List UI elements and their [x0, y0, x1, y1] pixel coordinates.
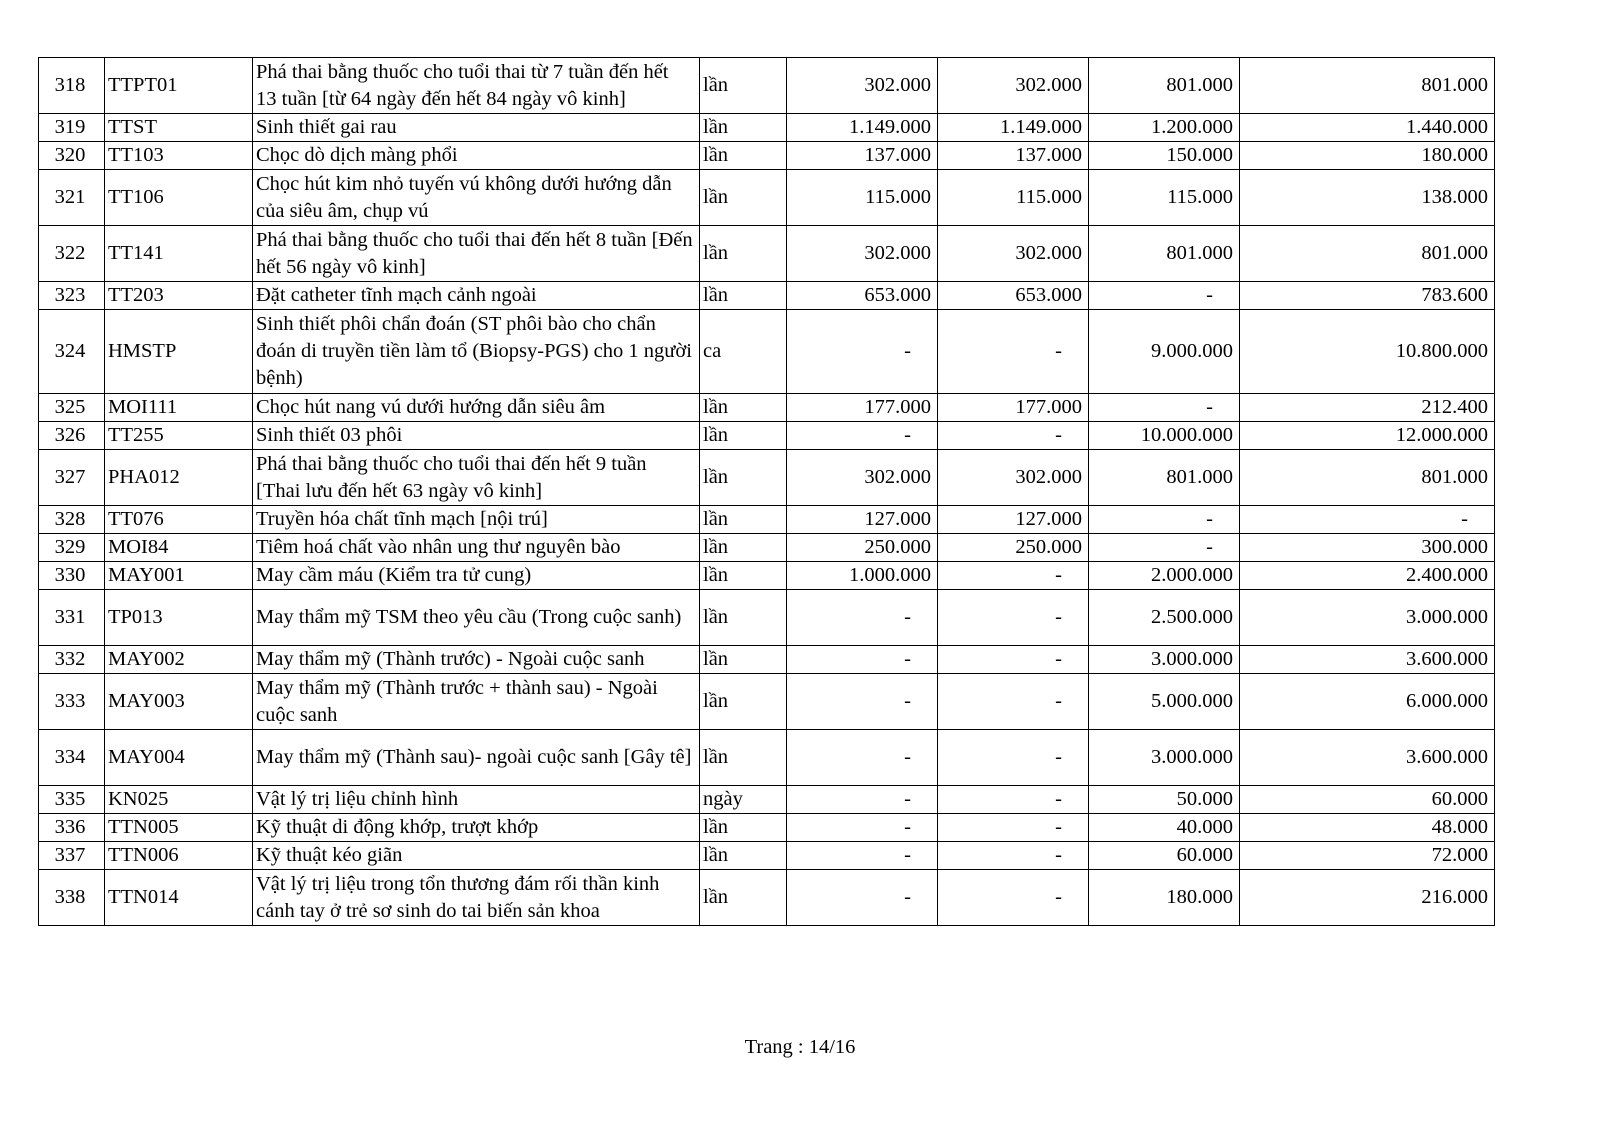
- price-2: 115.000: [938, 170, 1089, 226]
- unit: lần: [700, 814, 787, 842]
- service-code: KN025: [105, 786, 253, 814]
- price-2: -: [938, 646, 1089, 674]
- service-name: Chọc dò dịch màng phổi: [253, 142, 700, 170]
- row-number: 332: [39, 646, 105, 674]
- table-row: [39, 674, 1495, 730]
- unit: lần: [700, 506, 787, 534]
- row-number: 323: [39, 282, 105, 310]
- service-name: May thẩm mỹ (Thành trước + thành sau) - Ngoài cuộc sanh: [253, 674, 700, 730]
- unit: lần: [700, 870, 787, 926]
- price-3: 180.000: [1089, 870, 1240, 926]
- price-4: 3.000.000: [1240, 590, 1495, 646]
- row-number: 331: [39, 590, 105, 646]
- row-number: 322: [39, 226, 105, 282]
- price-3: -: [1089, 534, 1240, 562]
- price-2: 302.000: [938, 58, 1089, 114]
- row-number: 320: [39, 142, 105, 170]
- price-1: -: [787, 870, 938, 926]
- unit: lần: [700, 142, 787, 170]
- service-name: Chọc hút kim nhỏ tuyến vú không dưới hướng dẫn của siêu âm, chụp vú: [253, 170, 700, 226]
- row-number: 333: [39, 674, 105, 730]
- table-row: [39, 730, 1495, 786]
- table-body: [39, 58, 1495, 926]
- service-code: HMSTP: [105, 310, 253, 394]
- price-1: 653.000: [787, 282, 938, 310]
- service-name: May cầm máu (Kiểm tra tử cung): [253, 562, 700, 590]
- unit: lần: [700, 170, 787, 226]
- service-name: Kỹ thuật di động khớp, trượt khớp: [253, 814, 700, 842]
- service-code: TTN014: [105, 870, 253, 926]
- price-4: 6.000.000: [1240, 674, 1495, 730]
- row-number: 329: [39, 534, 105, 562]
- unit: lần: [700, 282, 787, 310]
- row-number: 321: [39, 170, 105, 226]
- price-4: 300.000: [1240, 534, 1495, 562]
- service-code: TT106: [105, 170, 253, 226]
- price-4: 801.000: [1240, 58, 1495, 114]
- price-2: -: [938, 842, 1089, 870]
- price-2: 250.000: [938, 534, 1089, 562]
- service-code: MOI111: [105, 394, 253, 422]
- price-3: 9.000.000: [1089, 310, 1240, 394]
- price-1: 177.000: [787, 394, 938, 422]
- price-3: -: [1089, 282, 1240, 310]
- price-3: 2.000.000: [1089, 562, 1240, 590]
- price-1: -: [787, 674, 938, 730]
- page-number: Trang : 14/16: [744, 1036, 856, 1058]
- price-2: -: [938, 814, 1089, 842]
- price-1: 302.000: [787, 450, 938, 506]
- price-4: 138.000: [1240, 170, 1495, 226]
- price-1: -: [787, 310, 938, 394]
- price-4: 12.000.000: [1240, 422, 1495, 450]
- price-3: 60.000: [1089, 842, 1240, 870]
- table-row: [39, 506, 1495, 534]
- price-2: -: [938, 310, 1089, 394]
- price-4: 3.600.000: [1240, 730, 1495, 786]
- price-3: 801.000: [1089, 226, 1240, 282]
- price-2: -: [938, 422, 1089, 450]
- price-2: -: [938, 786, 1089, 814]
- service-code: MOI84: [105, 534, 253, 562]
- price-1: 1.149.000: [787, 114, 938, 142]
- service-code: MAY001: [105, 562, 253, 590]
- service-code: TT203: [105, 282, 253, 310]
- row-number: 336: [39, 814, 105, 842]
- price-1: -: [787, 814, 938, 842]
- price-1: 1.000.000: [787, 562, 938, 590]
- price-4: 216.000: [1240, 870, 1495, 926]
- unit: lần: [700, 114, 787, 142]
- table-row: [39, 422, 1495, 450]
- price-3: -: [1089, 506, 1240, 534]
- price-3: -: [1089, 394, 1240, 422]
- table-row: [39, 786, 1495, 814]
- table-row: [39, 170, 1495, 226]
- price-1: 302.000: [787, 226, 938, 282]
- table-row: [39, 394, 1495, 422]
- service-name: Sinh thiết phôi chẩn đoán (ST phôi bào cho chẩn đoán di truyền tiền làm tổ (Biopsy-PGS) cho 1 người bệnh): [253, 310, 700, 394]
- row-number: 327: [39, 450, 105, 506]
- row-number: 337: [39, 842, 105, 870]
- table-row: [39, 450, 1495, 506]
- price-3: 801.000: [1089, 450, 1240, 506]
- table-row: [39, 310, 1495, 394]
- service-name: Phá thai bằng thuốc cho tuổi thai đến hết 9 tuần [Thai lưu đến hết 63 ngày vô kinh]: [253, 450, 700, 506]
- price-2: -: [938, 674, 1089, 730]
- price-3: 3.000.000: [1089, 730, 1240, 786]
- unit: lần: [700, 730, 787, 786]
- price-4: 180.000: [1240, 142, 1495, 170]
- price-4: 72.000: [1240, 842, 1495, 870]
- service-name: Chọc hút nang vú dưới hướng dẫn siêu âm: [253, 394, 700, 422]
- table-row: [39, 534, 1495, 562]
- price-2: 302.000: [938, 450, 1089, 506]
- price-4: 60.000: [1240, 786, 1495, 814]
- unit: lần: [700, 534, 787, 562]
- service-code: MAY004: [105, 730, 253, 786]
- price-3: 150.000: [1089, 142, 1240, 170]
- price-1: -: [787, 842, 938, 870]
- price-2: -: [938, 870, 1089, 926]
- price-4: 48.000: [1240, 814, 1495, 842]
- unit: lần: [700, 646, 787, 674]
- price-3: 40.000: [1089, 814, 1240, 842]
- price-2: 653.000: [938, 282, 1089, 310]
- table-row: [39, 562, 1495, 590]
- service-code: MAY003: [105, 674, 253, 730]
- price-4: 1.440.000: [1240, 114, 1495, 142]
- table-row: [39, 142, 1495, 170]
- service-name: Vật lý trị liệu chỉnh hình: [253, 786, 700, 814]
- price-2: 302.000: [938, 226, 1089, 282]
- service-name: Vật lý trị liệu trong tổn thương đám rối thần kinh cánh tay ở trẻ sơ sinh do tai biến sản khoa: [253, 870, 700, 926]
- price-3: 801.000: [1089, 58, 1240, 114]
- price-2: -: [938, 590, 1089, 646]
- price-4: 801.000: [1240, 450, 1495, 506]
- row-number: 328: [39, 506, 105, 534]
- price-3: 3.000.000: [1089, 646, 1240, 674]
- table-row: [39, 114, 1495, 142]
- table-row: [39, 842, 1495, 870]
- price-1: -: [787, 422, 938, 450]
- unit: lần: [700, 226, 787, 282]
- price-table: [38, 57, 1495, 926]
- service-code: TTPT01: [105, 58, 253, 114]
- unit: lần: [700, 422, 787, 450]
- service-code: TT255: [105, 422, 253, 450]
- price-2: 177.000: [938, 394, 1089, 422]
- price-3: 5.000.000: [1089, 674, 1240, 730]
- service-name: Phá thai bằng thuốc cho tuổi thai đến hết 8 tuần [Đến hết 56 ngày vô kinh]: [253, 226, 700, 282]
- row-number: 335: [39, 786, 105, 814]
- row-number: 338: [39, 870, 105, 926]
- service-name: May thẩm mỹ (Thành trước) - Ngoài cuộc sanh: [253, 646, 700, 674]
- service-code: TT076: [105, 506, 253, 534]
- price-1: 250.000: [787, 534, 938, 562]
- price-1: 302.000: [787, 58, 938, 114]
- price-4: 3.600.000: [1240, 646, 1495, 674]
- table-row: [39, 226, 1495, 282]
- unit: lần: [700, 590, 787, 646]
- price-1: 137.000: [787, 142, 938, 170]
- service-code: TP013: [105, 590, 253, 646]
- price-1: -: [787, 646, 938, 674]
- price-3: 115.000: [1089, 170, 1240, 226]
- row-number: 334: [39, 730, 105, 786]
- price-2: 127.000: [938, 506, 1089, 534]
- service-name: Kỹ thuật kéo giãn: [253, 842, 700, 870]
- price-3: 2.500.000: [1089, 590, 1240, 646]
- price-2: -: [938, 562, 1089, 590]
- unit: lần: [700, 394, 787, 422]
- price-4: -: [1240, 506, 1495, 534]
- unit: lần: [700, 674, 787, 730]
- row-number: 325: [39, 394, 105, 422]
- unit: lần: [700, 562, 787, 590]
- service-code: TT103: [105, 142, 253, 170]
- service-name: Truyền hóa chất tĩnh mạch [nội trú]: [253, 506, 700, 534]
- service-code: TT141: [105, 226, 253, 282]
- price-4: 783.600: [1240, 282, 1495, 310]
- price-1: -: [787, 730, 938, 786]
- unit: lần: [700, 842, 787, 870]
- price-4: 2.400.000: [1240, 562, 1495, 590]
- table-row: [39, 282, 1495, 310]
- service-name: Tiêm hoá chất vào nhân ung thư nguyên bào: [253, 534, 700, 562]
- price-1: 115.000: [787, 170, 938, 226]
- unit: lần: [700, 58, 787, 114]
- row-number: 330: [39, 562, 105, 590]
- service-code: TTN006: [105, 842, 253, 870]
- table-row: [39, 814, 1495, 842]
- price-4: 212.400: [1240, 394, 1495, 422]
- price-2: -: [938, 730, 1089, 786]
- price-3: 1.200.000: [1089, 114, 1240, 142]
- unit: lần: [700, 450, 787, 506]
- row-number: 318: [39, 58, 105, 114]
- service-code: MAY002: [105, 646, 253, 674]
- service-name: Phá thai bằng thuốc cho tuổi thai từ 7 tuần đến hết 13 tuần [từ 64 ngày đến hết 84 ngày vô kinh]: [253, 58, 700, 114]
- row-number: 324: [39, 310, 105, 394]
- price-2: 137.000: [938, 142, 1089, 170]
- price-1: -: [787, 786, 938, 814]
- price-1: -: [787, 590, 938, 646]
- price-4: 801.000: [1240, 226, 1495, 282]
- price-2: 1.149.000: [938, 114, 1089, 142]
- table-row: [39, 646, 1495, 674]
- service-name: Sinh thiết gai rau: [253, 114, 700, 142]
- price-4: 10.800.000: [1240, 310, 1495, 394]
- row-number: 326: [39, 422, 105, 450]
- table-row: [39, 58, 1495, 114]
- service-name: May thẩm mỹ (Thành sau)- ngoài cuộc sanh [Gây tê]: [253, 730, 700, 786]
- table-row: [39, 590, 1495, 646]
- service-name: Sinh thiết 03 phôi: [253, 422, 700, 450]
- service-name: May thẩm mỹ TSM theo yêu cầu (Trong cuộc sanh): [253, 590, 700, 646]
- price-3: 50.000: [1089, 786, 1240, 814]
- service-code: TTN005: [105, 814, 253, 842]
- table-row: [39, 870, 1495, 926]
- unit: ca: [700, 310, 787, 394]
- row-number: 319: [39, 114, 105, 142]
- service-code: TTST: [105, 114, 253, 142]
- unit: ngày: [700, 786, 787, 814]
- service-name: Đặt catheter tĩnh mạch cảnh ngoài: [253, 282, 700, 310]
- price-3: 10.000.000: [1089, 422, 1240, 450]
- price-1: 127.000: [787, 506, 938, 534]
- service-code: PHA012: [105, 450, 253, 506]
